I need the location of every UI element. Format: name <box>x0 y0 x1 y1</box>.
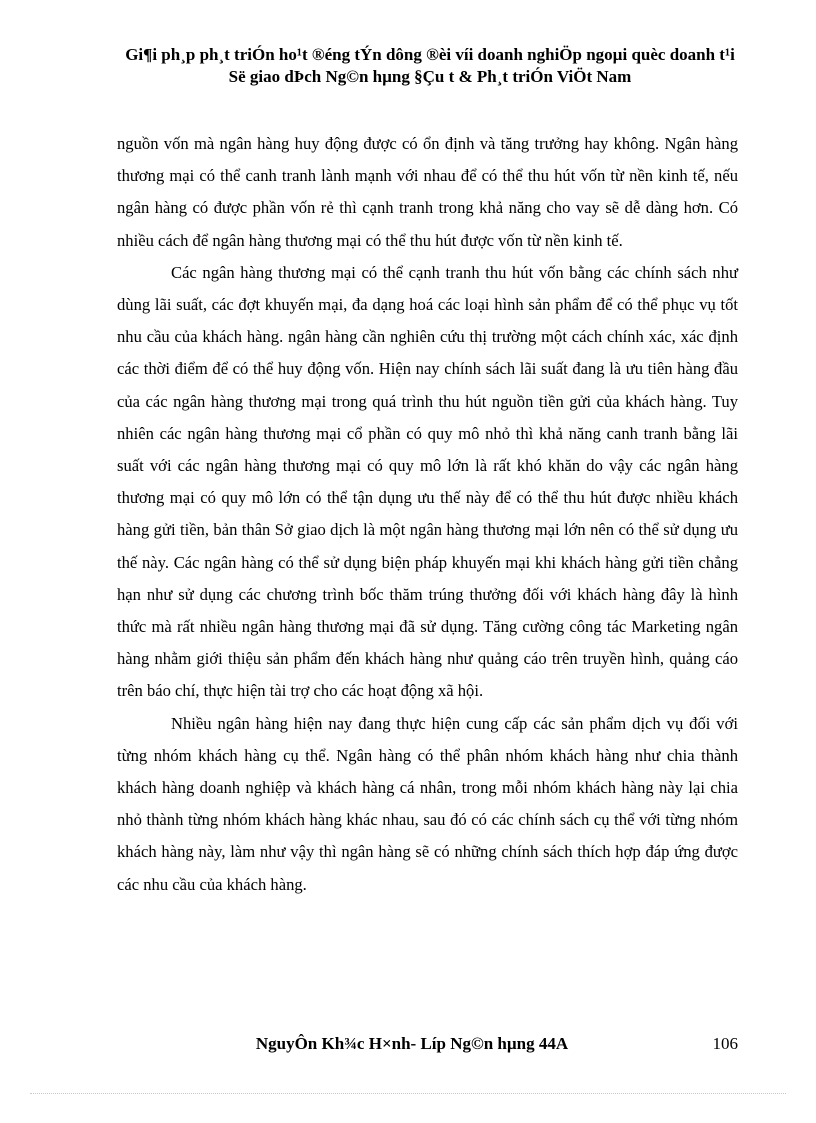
paragraph-2: Các ngân hàng thương mại có thể cạnh tranh thu hút vốn bằng các chính sách như dùng lãi suất, các đợt khuyến mại, đa dạng hoá các loại hình sản phẩm để có thể phục vụ tốt nhu cầu của khách hàng. ngân hàng cần nghiên cứu thị trường một cách chính xác, xác định các thời điểm để có thể huy động vốn. Hiện nay chính sách lãi suất đang là ưu tiên hàng đầu của các ngân hàng thương mại trong quá trình thu hút nguồn tiền gửi của khách hàng. Tuy nhiên các ngân hàng thương mại cổ phần có quy mô nhỏ thì khả năng canh tranh bằng lãi suất với các ngân hàng thương mại có quy mô lớn là rất khó khăn do vậy các ngân hàng thương mại có quy mô lớn có thể tận dụng ưu thế này để có thể thu hút được nhiều khách hàng gửi tiền, bản thân Sở giao dịch là một ngân hàng thương mại lớn nên có thể sử dụng ưu thế này. Các ngân hàng có thể sử dụng biện pháp khuyến mại khi khách hàng gửi tiền chẳng hạn như sử dụng các chương trình bốc thăm trúng thưởng đối với khách hàng đây là hình thức mà rất nhiều ngân hàng thương mại đã sử dụng. Tăng cường công tác Marketing ngân hàng nhằm giới thiệu sản phẩm đến khách hàng như quảng cáo trên truyền hình, quảng cáo trên báo chí, thực hiện tài trợ cho các hoạt động xã hội. <box>117 262 738 701</box>
footer-author: NguyÔn Kh¾c H×nh- Líp Ng©n hµng 44A <box>255 1034 569 1053</box>
page-footer <box>117 1034 738 1058</box>
header-title-line2: Së giao dÞch Ng©n hµng §Çu t & Ph¸t triÓn ViÖt Nam <box>228 67 632 86</box>
header-title-line1: Gi¶i ph¸p ph¸t triÓn ho¹t ®éng tÝn dông ®èi víi doanh nghiÖp ngoµi quèc doanh t¹i <box>125 45 735 64</box>
paragraph-3: Nhiều ngân hàng hiện nay đang thực hiện cung cấp các sản phẩm dịch vụ đối với từng nhóm khách hàng cụ thể. Ngân hàng có thể phân nhóm khách hàng như chia thành khách hàng doanh nghiệp và khách hàng cá nhân, trong mỗi nhóm khách hàng này lại chia nhỏ thành từng nhóm khách hàng khác nhau, sau đó có các chính sách cụ thể với từng nhóm khách hàng này, làm như vậy thì ngân hàng sẽ có những chính sách thích hợp đáp ứng được các nhu cầu của khách hàng. <box>117 713 738 894</box>
page-header <box>110 44 750 88</box>
paragraph-1: nguồn vốn mà ngân hàng huy động được có ổn định và tăng trưởng hay không. Ngân hàng thương mại có thể canh tranh lành mạnh với nhau để có thể thu hút vốn từ nền kinh tế, nếu ngân hàng có được phần vốn rẻ thì cạnh tranh trong khả năng cho vay sẽ dễ dàng hơn. Có nhiều cách để ngân hàng thương mại có thể thu hút được vốn từ nền kinh tế. <box>117 134 738 250</box>
page-number: 106 <box>712 1034 738 1053</box>
page-bottom-divider <box>30 1093 786 1094</box>
body-text <box>117 128 738 901</box>
